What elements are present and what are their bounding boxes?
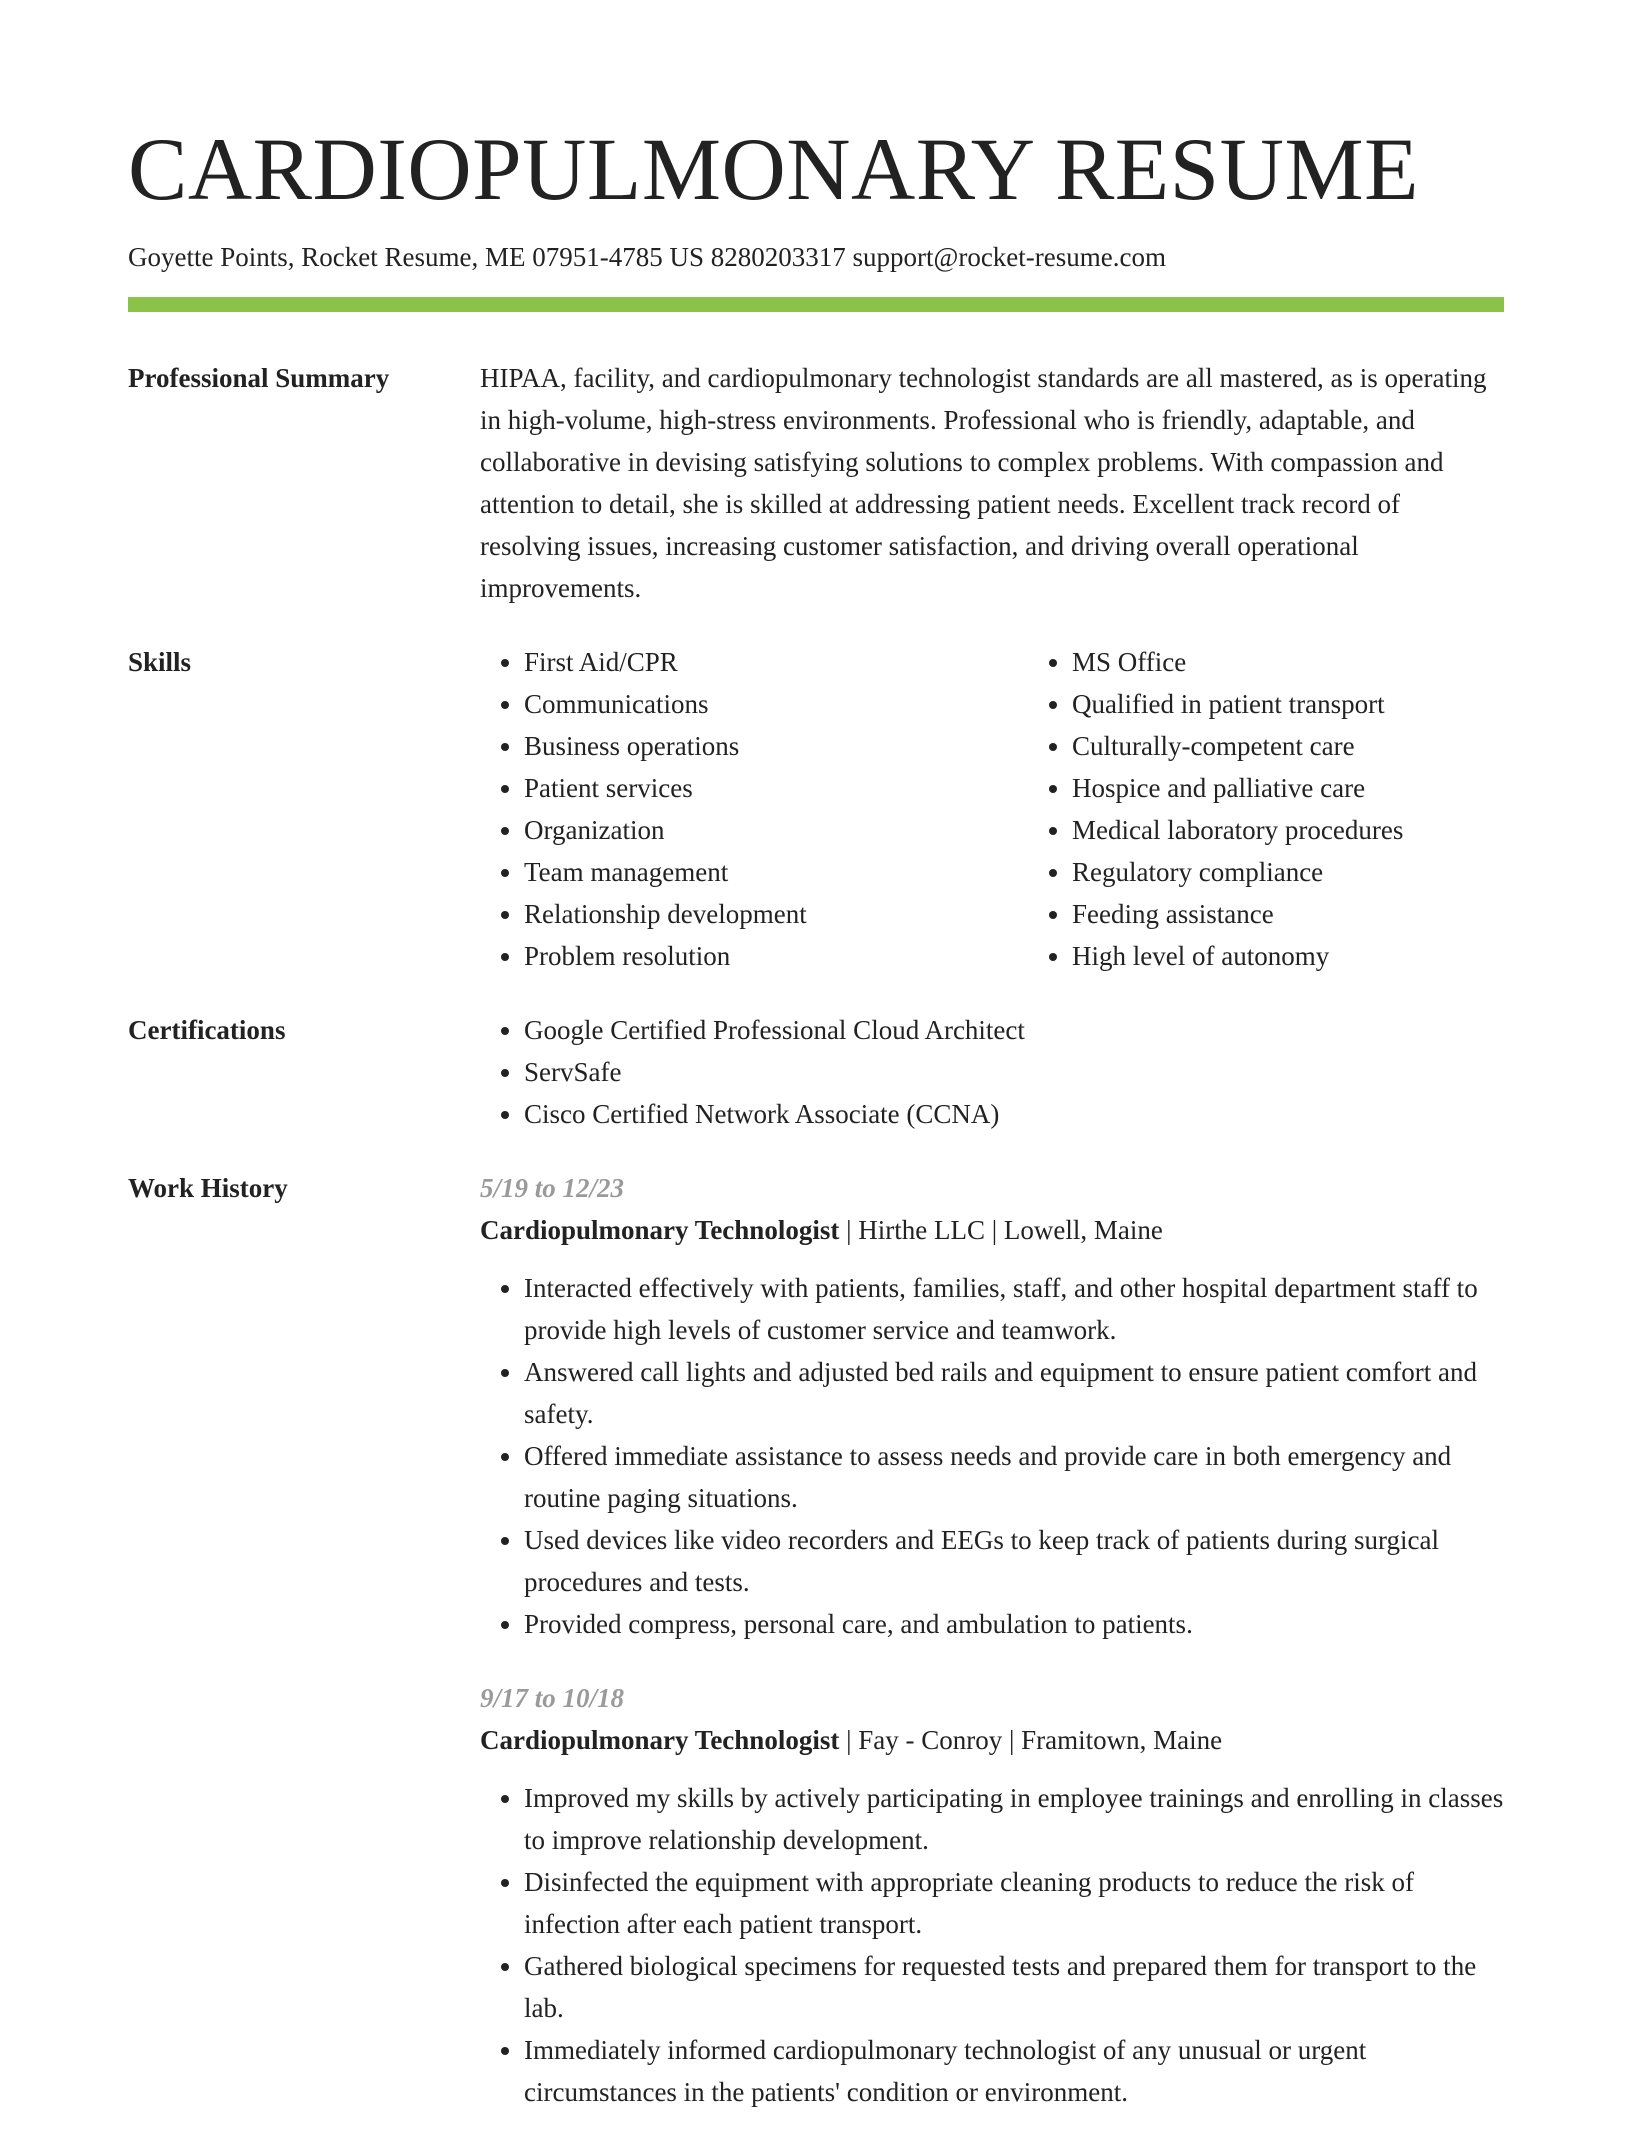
- work-history-body: [480, 1167, 1504, 2145]
- job-dates: 5/19 to 12/23: [480, 1173, 625, 1203]
- summary-text: HIPAA, facility, and cardiopulmonary technologist standards are all mastered, as is operating in high-volume, high-stress environments. Professional who is friendly, adaptable, and collaborative in devising satisfying solutions to complex problems. With compassion and attention to detail, she is skilled at addressing patient needs. Excellent track record of resolving issues, increasing customer satisfaction, and driving overall operational improvements.: [480, 363, 1487, 603]
- skill-item: • Culturally-competent care: [1072, 725, 1576, 767]
- job-bullet: • Offered immediate assistance to assess needs and provide care in both emergency and routine paging situations.: [524, 1435, 1504, 1519]
- job-bullet: • Improved my skills by actively participating in employee trainings and enrolling in classes to improve relationship development.: [524, 1777, 1504, 1861]
- section-body: [480, 357, 1504, 609]
- skills-list-right: [1028, 641, 1576, 977]
- job-title: Cardiopulmonary Technologist: [480, 1215, 840, 1245]
- job-bullet: • Used devices like video recorders and EEGs to keep track of patients during surgical procedures and tests.: [524, 1519, 1504, 1603]
- contact-address: Goyette Points, Rocket Resume, ME 07951-4785 US: [128, 242, 704, 272]
- skill-item: • Communications: [524, 683, 1028, 725]
- job-dates: 9/17 to 10/18: [480, 1683, 625, 1713]
- certification-item: • Cisco Certified Network Associate (CCNA): [524, 1093, 1504, 1135]
- skill-item: • Patient services: [524, 767, 1028, 809]
- skills-list-left: [480, 641, 1028, 977]
- certifications-list: [480, 1009, 1504, 1135]
- job-bullet: • Provided compress, personal care, and ambulation to patients.: [524, 1603, 1504, 1645]
- skill-item: • Feeding assistance: [1072, 893, 1576, 935]
- skill-item: • Hospice and palliative care: [1072, 767, 1576, 809]
- job-entry: [480, 1167, 1504, 1645]
- skill-item: • Medical laboratory procedures: [1072, 809, 1576, 851]
- job-bullet: • Gathered biological specimens for requested tests and prepared them for transport to the lab.: [524, 1945, 1504, 2029]
- section-title: Work History: [128, 1173, 288, 1203]
- skill-item: • High level of autonomy: [1072, 935, 1576, 977]
- contact-line: [128, 237, 1504, 277]
- skills-columns: [480, 641, 1576, 977]
- job-heading: [480, 1209, 1504, 1251]
- section-body: [480, 1009, 1504, 1135]
- skill-item: • Relationship development: [524, 893, 1028, 935]
- section-title: Skills: [128, 647, 192, 677]
- resume-title: CARDIOPULMONARY RESUME: [128, 121, 1419, 219]
- skill-item: • Team management: [524, 851, 1028, 893]
- section-summary: [128, 357, 1504, 609]
- job-bullets: [480, 1777, 1504, 2113]
- certification-item: • Google Certified Professional Cloud Architect: [524, 1009, 1504, 1051]
- skill-item: • Qualified in patient transport: [1072, 683, 1576, 725]
- job-company-location: | Hirthe LLC | Lowell, Maine: [839, 1215, 1163, 1245]
- section-title: Professional Summary: [128, 363, 390, 393]
- skill-item: • Regulatory compliance: [1072, 851, 1576, 893]
- section-certifications: [128, 1009, 1504, 1135]
- section-work-history: [128, 1167, 1504, 2145]
- job-bullet: • Disinfected the equipment with appropriate cleaning products to reduce the risk of infection after each patient transport.: [524, 1861, 1504, 1945]
- skill-item: • MS Office: [1072, 641, 1576, 683]
- job-bullets: [480, 1267, 1504, 1645]
- contact-phone: 8280203317: [710, 242, 846, 272]
- skill-item: • First Aid/CPR: [524, 641, 1028, 683]
- job-title: Cardiopulmonary Technologist: [480, 1725, 840, 1755]
- header-divider: [128, 297, 1504, 312]
- section-title: Certifications: [128, 1015, 286, 1045]
- skill-item: • Problem resolution: [524, 935, 1028, 977]
- job-company-location: | Fay - Conroy | Framitown, Maine: [839, 1725, 1223, 1755]
- skill-item: • Organization: [524, 809, 1028, 851]
- job-bullet: • Answered call lights and adjusted bed rails and equipment to ensure patient comfort and safety.: [524, 1351, 1504, 1435]
- skill-item: • Business operations: [524, 725, 1028, 767]
- certification-item: • ServSafe: [524, 1051, 1504, 1093]
- section-skills: [128, 641, 1504, 977]
- job-entry: [480, 1677, 1504, 2113]
- job-bullet: • Immediately informed cardiopulmonary technologist of any unusual or urgent circumstances in the patients' condition or environment.: [524, 2029, 1504, 2113]
- job-heading: [480, 1719, 1504, 1761]
- contact-email: support@rocket-resume.com: [852, 242, 1166, 272]
- job-bullet: • Interacted effectively with patients, families, staff, and other hospital department staff to provide high levels of customer service and teamwork.: [524, 1267, 1504, 1351]
